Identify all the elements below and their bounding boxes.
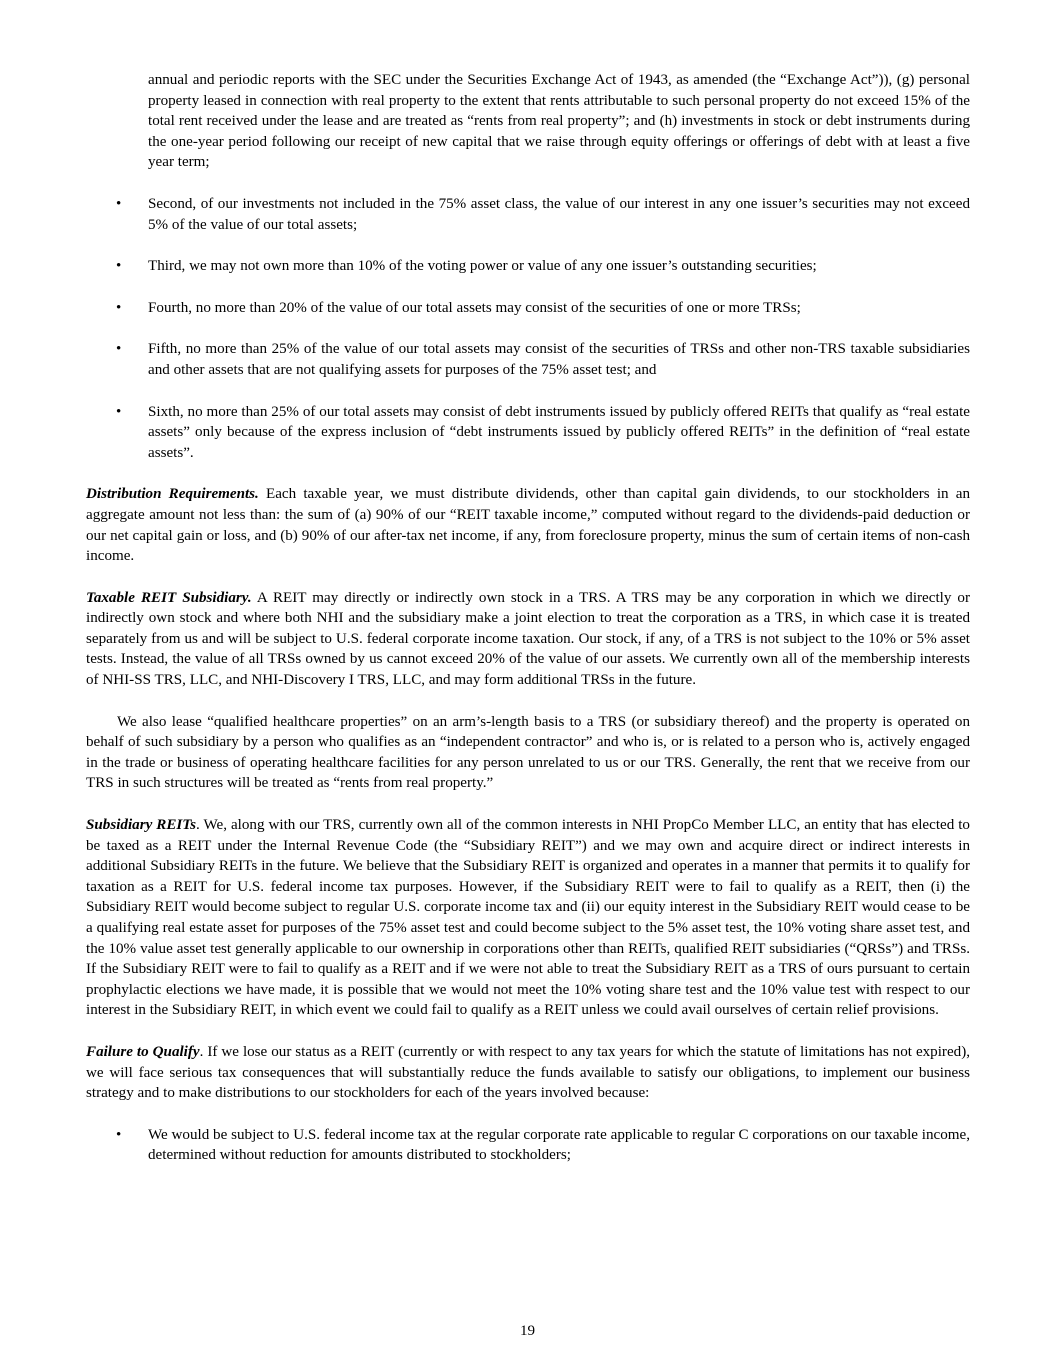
page-number: 19	[519, 1323, 536, 1339]
section-heading: Distribution Requirements.	[86, 486, 259, 503]
bullet-text: Sixth, no more than 25% of our total assets may consist of debt instruments issued by publicly offered REITs that qualify as “real estate assets” only because of the express inclusion of “debt instruments issued by publicly offered REITs” in the definition of “real estate assets”.	[148, 403, 970, 461]
bullet-icon: •	[116, 403, 122, 420]
bullet-item-third	[86, 256, 970, 277]
bullet-item-sixth	[86, 402, 970, 464]
section-heading: Subsidiary REITs	[86, 817, 196, 834]
bullet-item-fourth	[86, 298, 970, 319]
section-heading: Failure to Qualify	[86, 1043, 200, 1060]
paragraph-text: Each taxable year, we must distribute dividends, other than capital gain dividends, to our stockholders in an aggregate amount not less than: the sum of (a) 90% of our “REIT taxable income,” computed without regard to the dividends-paid deduction or our net capital gain or loss, and (b) 90% of our after-tax net income, if any, from foreclosure property, minus the sum of certain items of non-cash income.	[86, 486, 970, 565]
bullet-text: We would be subject to U.S. federal income tax at the regular corporate rate applicable to regular C corporations on our taxable income, determined without reduction for amounts distributed to stockholders;	[148, 1126, 970, 1164]
bullet-icon: •	[116, 341, 122, 358]
bullet-item-fifth	[86, 339, 970, 380]
paragraph-text: . If we lose our status as a REIT (currently or with respect to any tax years for which the statute of limitations has not expired), we will face serious tax consequences that will substantially reduce the funds available to satisfy our obligations, to implement our business strategy and to make distributions to our stockholders for each of the years involved because:	[86, 1043, 970, 1102]
bullet-text: Second, of our investments not included in the 75% asset class, the value of our interest in any one issuer’s securities may not exceed 5% of the value of our total assets;	[148, 195, 970, 233]
paragraph-text: A REIT may directly or indirectly own stock in a TRS. A TRS may be any corporation in which we directly or indirectly own stock and where both NHI and the subsidiary make a joint election to treat the corporation as a TRS, in which case it is treated separately from us and will be subject to U.S. federal corporate income taxation. Our stock, if any, of a TRS is not subject to the 10% or 5% asset tests. Instead, the value of all TRSs owned by us cannot exceed 20% of the value of our assets. We currently own all of the membership interests of NHI-SS TRS, LLC, and NHI-Discovery I TRS, LLC, and may form additional TRSs in the future.	[86, 589, 970, 689]
bullet-icon: •	[116, 258, 122, 275]
page-content	[86, 70, 970, 1166]
bullet-icon: •	[116, 299, 122, 316]
bullet-text: Third, we may not own more than 10% of the voting power or value of any one issuer’s outstanding securities;	[148, 258, 817, 275]
bullet-item-second	[86, 194, 970, 235]
healthcare-lease-paragraph: We also lease “qualified healthcare properties” on an arm’s-length basis to a TRS (or subsidiary thereof) and the property is operated on behalf of such subsidiary by a person who qualifies as an “independent contractor” and who is, or is related to a person who is, actively engaged in the trade or business of operating healthcare facilities for any person unrelated to us or our TRS. Generally, the rent that we receive from our TRS in such structures will be treated as “rents from real property.”	[86, 713, 970, 792]
bullet-icon: •	[116, 1126, 122, 1143]
failure-to-qualify-paragraph	[86, 1042, 970, 1104]
bullet-text: Fourth, no more than 20% of the value of our total assets may consist of the securities of one or more TRSs;	[148, 299, 801, 316]
bullet-icon: •	[116, 195, 122, 212]
bullet-text: Fifth, no more than 25% of the value of our total assets may consist of the securities of TRSs and other non-TRS taxable subsidiaries and other assets that are not qualifying assets for purposes of the 75% asset test; and	[148, 341, 970, 378]
paragraph-text: . We, along with our TRS, currently own all of the common interests in NHI PropCo Member LLC, an entity that has elected to be taxed as a REIT under the Internal Revenue Code (the “Subsidiary REIT”) and we may own and acquire direct or indirect interests in additional Subsidiary REITs in the future. We believe that the Subsidiary REIT is organized and operates in a manner that permits it to qualify for taxation as a REIT for U.S. federal income tax purposes. However, if the Subsidiary REIT were to fail to qualify as a REIT, then (i) the Subsidiary REIT would become subject to regular U.S. corporate income tax and (ii) our equity interest in the Subsidiary REIT would cease to be a qualifying real estate asset for purposes of the 75% asset test and could become subject to the 5% asset test, the 10% voting share asset test, and the 10% value asset test generally applicable to our ownership in corporations other than REITs, qualified REIT subsidiaries (“QRSs”) and TRSs. If the Subsidiary REIT were to fail to qualify as a REIT and if we were not able to treat the Subsidiary REIT as a TRS of ours pursuant to certain prophylactic elections we have made, it is possible that we would not meet the 10% voting share test and the 10% value test with respect to our interest in the Subsidiary REIT, in which event we could fail to qualify as a REIT unless we could avail ourselves of certain relief provisions.	[86, 817, 970, 1019]
distribution-requirements-paragraph	[86, 484, 970, 566]
taxable-reit-subsidiary-paragraph	[86, 588, 970, 691]
subsidiary-reits-paragraph	[86, 815, 970, 1021]
asset-test-continuation: annual and periodic reports with the SEC under the Securities Exchange Act of 1943, as amended (the “Exchange Act”)), (g) personal property leased in connection with real property to the extent that rents attributable to such personal property do not exceed 15% of the total rent received under the lease and are treated as “rents from real property”; and (h) investments in stock or debt instruments during the one-year period following our receipt of new capital that we raise through equity offerings or offerings of debt with at least a five year term;	[148, 72, 970, 171]
bullet-item-consequence	[86, 1125, 970, 1166]
section-heading: Taxable REIT Subsidiary.	[86, 589, 252, 606]
